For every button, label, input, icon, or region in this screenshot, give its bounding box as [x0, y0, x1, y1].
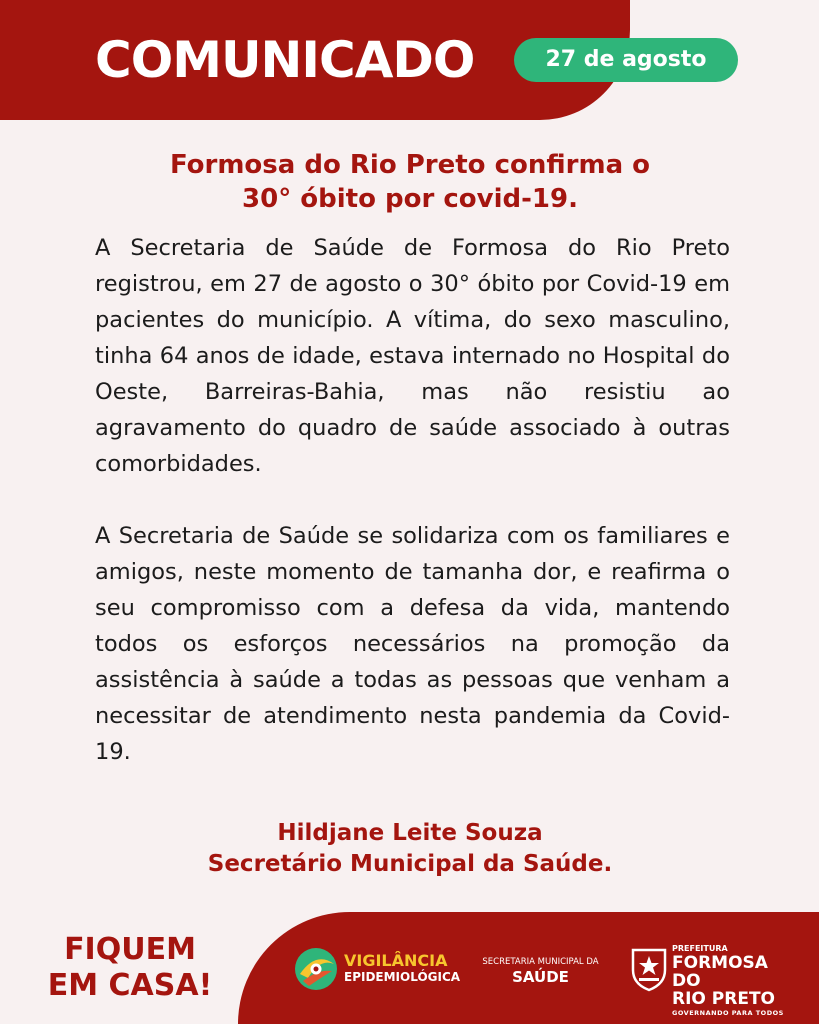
signature-name: Hildjane Leite Souza: [277, 820, 543, 846]
prefeitura-name-line-1: FORMOSA DO: [672, 953, 768, 991]
body-paragraph-1: A Secretaria de Saúde de Formosa do Rio Preto registrou, em 27 de agosto o 30° óbito por Covid-19 em pacientes do município. A vítima, do sexo masculino, tinha 64 anos de idade, estava internado no Hospital do Oeste, Barreiras-Bahia, mas não resistiu ao agravamento do quadro de saúde associado à outras comorbidades.: [95, 235, 730, 477]
signature-block: [60, 818, 760, 880]
announcement-body: [95, 230, 730, 806]
body-paragraph-2: A Secretaria de Saúde se solidariza com os familiares e amigos, neste momento de tamanha dor, e reafirma o seu compromisso com a defesa da vida, mantendo todos os esforços necessários na promoção da assistência à saúde a todas as pessoas que venham a necessitar de atendimento nesta pandemia da Covid-19.: [95, 523, 730, 765]
city-crest-icon: [630, 946, 668, 992]
stay-home-slogan: [30, 932, 230, 1004]
prefeitura-slogan: GOVERNANDO PARA TODOS: [672, 1009, 784, 1017]
page-title: COMUNICADO: [95, 31, 475, 89]
prefeitura-name-line-2: RIO PRETO: [672, 989, 775, 1009]
headline-line-1: Formosa do Rio Preto confirma o: [169, 150, 651, 180]
vigilancia-logo: [294, 944, 461, 994]
prefeitura-label: PREFEITURA: [672, 944, 728, 953]
prefeitura-logo: [630, 944, 790, 1017]
vigilancia-title: VIGILÂNCIA: [344, 951, 448, 970]
headline: [60, 148, 760, 216]
stay-home-line-2: EM CASA!: [47, 968, 213, 1003]
secretaria-label: SECRETARIA MUNICIPAL DA: [482, 957, 599, 967]
signature-role: Secretário Municipal da Saúde.: [207, 851, 613, 877]
secretaria-saude-logo: [478, 956, 603, 986]
secretaria-saude-label: SAÚDE: [512, 968, 569, 986]
vigilancia-subtitle: EPIDEMIOLÓGICA: [344, 970, 461, 984]
headline-line-2: 30° óbito por covid-19.: [242, 184, 578, 214]
stay-home-line-1: FIQUEM: [64, 932, 196, 967]
vigilancia-emblem-icon: [294, 947, 338, 991]
date-badge: 27 de agosto: [514, 38, 738, 82]
